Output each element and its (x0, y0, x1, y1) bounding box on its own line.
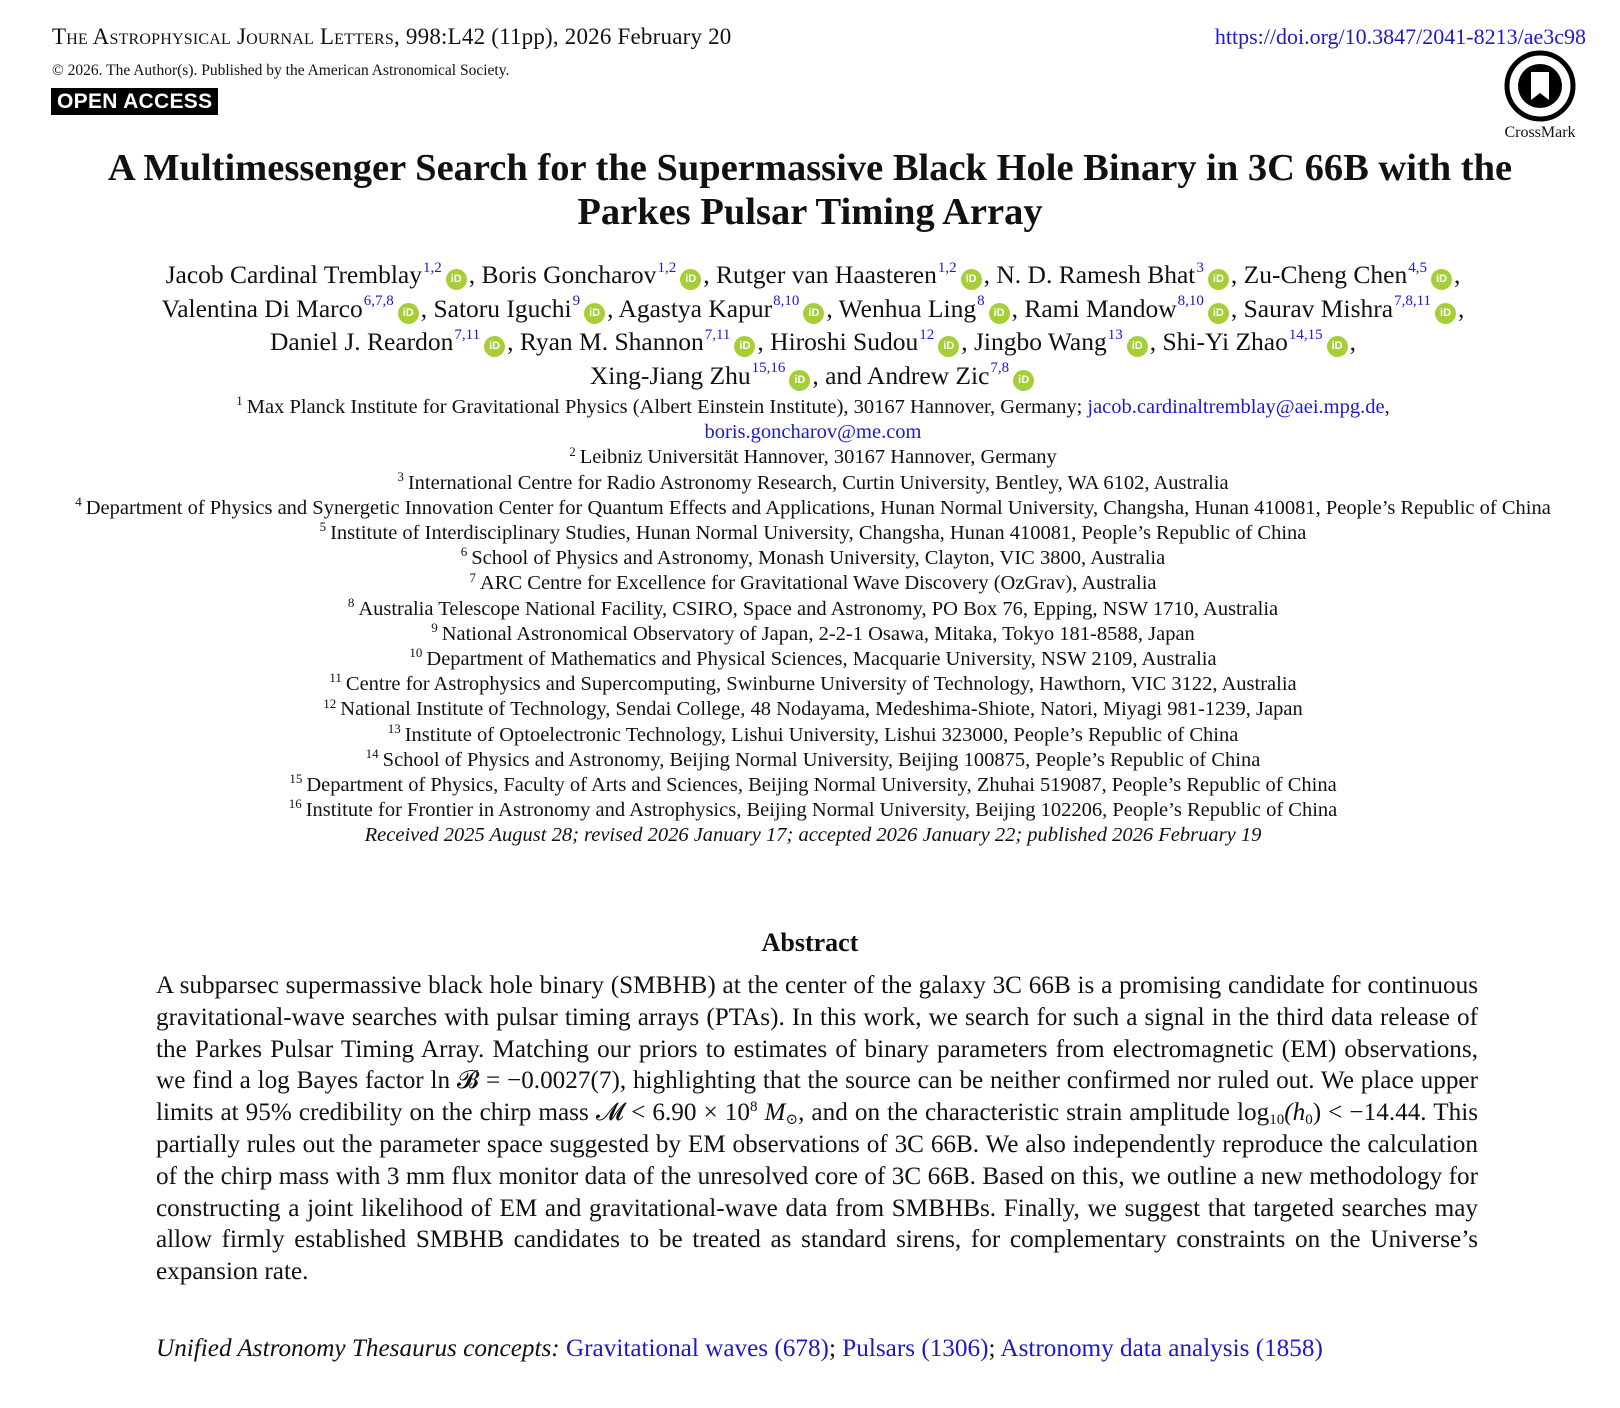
orcid-icon[interactable]: iD (1431, 269, 1452, 290)
orcid-icon[interactable]: iD (446, 269, 467, 290)
affiliation-number: 8 (347, 594, 355, 610)
title-line: Parkes Pulsar Timing Array (577, 191, 1043, 233)
orcid-icon[interactable]: iD (734, 336, 755, 357)
author (1163, 327, 1350, 356)
author-name: N. D. Ramesh Bhat (996, 260, 1196, 289)
author-name: Ryan M. Shannon (519, 327, 704, 356)
author (590, 361, 813, 390)
author-name: Agastya Kapur (618, 293, 773, 323)
author-separator: , (468, 260, 482, 289)
author-affiliation-ref[interactable]: 14,15 (1288, 326, 1323, 343)
affiliation (40, 594, 1586, 622)
affiliation-text: School of Physics and Astronomy, Monash University, Clayton, VIC 3800, Australia (471, 547, 1166, 570)
author (618, 294, 826, 323)
affiliation (40, 697, 1586, 722)
crossmark-badge[interactable] (1494, 50, 1586, 142)
orcid-icon[interactable]: iD (1208, 269, 1229, 290)
affiliation (40, 773, 1586, 798)
author-separator: , (983, 260, 997, 289)
orcid-icon[interactable]: iD (584, 303, 605, 324)
bayes-factor-expression: ln 𝓑 = −0.0027(7), (430, 1067, 627, 1095)
author-affiliation-ref[interactable]: 1,2 (937, 259, 957, 276)
author (166, 260, 469, 289)
author-separator: , (1349, 327, 1356, 356)
affiliation-text: International Centre for Radio Astronomy Research, Curtin University, Bentley, WA 6102, Australia (407, 471, 1229, 494)
author (974, 327, 1150, 356)
uat-concepts (156, 1333, 1478, 1365)
chirp-mass-expression: 𝓜 < $6.90 \times 10^8$ $M_⊙$ (595, 1099, 799, 1128)
author-separator: , (607, 293, 619, 323)
affiliation-number: 5 (319, 519, 327, 535)
strain-expression: $\log_{10}(h_0) < -14.44$. (1237, 1099, 1427, 1128)
abstract-text: , and on the characteristic strain amplitude (798, 1099, 1238, 1127)
author-separator: , (1230, 260, 1244, 289)
affiliation-text: School of Physics and Astronomy, Beijing Normal University, Beijing 100875, People’s Republic of China (382, 748, 1261, 771)
author-affiliation-ref[interactable]: 3 (1196, 259, 1204, 276)
author-separator: , (420, 293, 434, 323)
affiliation-text: National Astronomical Observatory of Japan, 2-2-1 Osawa, Mitaka, Tokyo 181-8588, Japan (441, 622, 1195, 645)
author-name: Boris Goncharov (481, 260, 657, 289)
author-list (40, 258, 1586, 392)
paper-title (40, 146, 1580, 234)
author-name: Satoru Iguchi (433, 293, 572, 323)
affiliation (40, 748, 1586, 773)
affiliation-text: National Institute of Technology, Sendai College, 48 Nodayama, Medeshima-Shiote, Natori, Miyagi 981-1239, Japan (340, 698, 1303, 721)
author-name: Xing-Jiang Zhu (589, 360, 751, 390)
affiliation-number: 4 (75, 494, 82, 510)
author-name: Saurav Mishra (1243, 293, 1394, 323)
affiliation-text: ARC Centre for Excellence for Gravitational Wave Discovery (OzGrav), Australia (480, 572, 1157, 595)
author-affiliation-ref[interactable]: 1,2 (657, 259, 677, 276)
author-separator: , (1011, 293, 1025, 323)
abstract-text: highlighting that the source can be neither confirmed nor ruled out. We place upper limits at 95% credibility on the chirp mass (156, 1067, 1478, 1127)
author-separator: , (507, 327, 520, 356)
author-name: Valentina Di Marco (161, 293, 363, 323)
orcid-icon[interactable]: iD (961, 269, 982, 290)
author (482, 260, 704, 289)
affiliation-number: 15 (289, 771, 303, 787)
affiliation-text: Department of Mathematics and Physical Sciences, Macquarie University, NSW 2109, Australia (426, 648, 1217, 671)
affiliation-text: Max Planck Institute for Gravitational Physics (Albert Einstein Institute), 30167 Hannover, Germany; (246, 396, 1088, 418)
affiliation-text: Leibniz Universität Hannover, 30167 Hannover, Germany (579, 446, 1057, 469)
affiliation (40, 647, 1586, 672)
orcid-icon[interactable]: iD (1127, 336, 1148, 357)
author (162, 294, 421, 323)
affiliation-text: Department of Physics, Faculty of Arts and Sciences, Beijing Normal University, Zhuhai 519087, People’s Republic of China (306, 774, 1337, 797)
author-separator: , (1230, 293, 1244, 323)
orcid-icon[interactable]: iD (680, 269, 701, 290)
orcid-icon[interactable]: iD (989, 303, 1010, 324)
orcid-icon[interactable]: iD (1208, 303, 1229, 324)
author-name: Andrew Zic (866, 360, 990, 390)
author-name: Wenhua Ling (838, 293, 977, 323)
orcid-icon[interactable]: iD (398, 303, 419, 324)
author-separator: , (757, 327, 771, 356)
affiliation (40, 468, 1586, 496)
author-name: Hiroshi Sudou (770, 327, 919, 356)
author-separator: , (1454, 260, 1461, 289)
author-separator: , (1149, 327, 1163, 356)
copyright-notice: © 2026. The Author(s). Published by the American Astronomical Society. (52, 62, 510, 79)
author-separator: , and (812, 360, 867, 390)
affiliation-number: 9 (431, 620, 438, 636)
affiliation-number: 16 (288, 796, 302, 812)
abstract-body (156, 970, 1478, 1288)
uat-concept-link[interactable]: Gravitational waves (678) (565, 1335, 829, 1362)
uat-label: Unified Astronomy Thesaurus concepts: (156, 1335, 560, 1362)
publication-dates: Received 2025 August 28; revised 2026 January 17; accepted 2026 January 22; published 2026 February 19 (364, 824, 1262, 847)
uat-separator: ; (828, 1335, 843, 1362)
orcid-icon[interactable]: iD (484, 336, 505, 357)
author-name: Rutger van Haasteren (715, 260, 937, 289)
affiliation-number: 13 (387, 720, 401, 736)
author-affiliation-ref[interactable]: 8,10 (1177, 293, 1204, 310)
crossmark-label: CrossMark (1504, 124, 1576, 141)
affiliation-text: Institute of Optoelectronic Technology, Lishui University, Lishui 323000, People’s Republic of China (404, 723, 1239, 746)
affiliation (40, 546, 1586, 571)
author-affiliation-ref[interactable]: 8,10 (773, 293, 800, 310)
author-affiliation-ref[interactable]: 12 (919, 326, 935, 343)
author-name: Jacob Cardinal Tremblay (165, 260, 422, 289)
email-link[interactable]: boris.goncharov@me.com (704, 421, 922, 444)
author-affiliation-ref[interactable]: 7,11 (704, 326, 731, 343)
orcid-icon[interactable]: iD (789, 370, 810, 391)
affiliation: $^1$ Max Planck Institute for Gravitational Physics (Albert Einstein Institute), 30167 Hannover, Germany; jacob.cardinaltremblay@aei.mpg.de, boris.goncharov@me.com (236, 393, 1390, 444)
author (270, 327, 507, 356)
doi-link[interactable]: https://doi.org/10.3847/2041-8213/ae3c98 (1214, 24, 1586, 49)
author (1024, 294, 1231, 323)
affiliation (40, 798, 1586, 823)
affiliations (40, 395, 1586, 849)
author-separator: , (1458, 293, 1465, 323)
title-line: A Multimessenger Search for the Supermassive Black Hole Binary in 3C 66B with the (107, 147, 1513, 189)
uat-concept-link[interactable]: Pulsars (1306) (842, 1335, 989, 1362)
author-separator: , (703, 260, 716, 289)
abstract-text: A subparsec supermassive black hole binary (SMBHB) at the center of the galaxy 3C 66B is a promising candidate for continuous gravitational-wave searches with pulsar timing arrays (PTAs). In this work, we search for such a signal in the third data release of the Parkes Pulsar Timing Array. Matching our priors to estimates of binary parameters from electromagnetic (EM) observations, we find a log Bayes factor (156, 972, 1478, 1095)
affiliation-number: 7 (469, 569, 476, 585)
orcid-icon[interactable]: iD (1013, 370, 1034, 391)
orcid-icon[interactable]: iD (1435, 303, 1456, 324)
affiliation-text: Centre for Astrophysics and Supercomputing, Swinburne University of Technology, Hawthorn, VIC 3122, Australia (345, 673, 1297, 696)
open-access-badge: OPEN ACCESS (51, 88, 218, 115)
author-affiliation-ref[interactable]: 13 (1107, 326, 1123, 343)
author (867, 361, 1036, 390)
author (1244, 294, 1458, 323)
orcid-icon[interactable]: iD (938, 336, 959, 357)
affiliation (40, 571, 1586, 596)
affiliation-text: Institute of Interdisciplinary Studies, Hunan Normal University, Changsha, Hunan 410081, People’s Republic of China (330, 522, 1307, 545)
author (520, 327, 758, 356)
author-name: Jingbo Wang (973, 327, 1107, 356)
author-affiliation-ref[interactable]: 4,5 (1408, 259, 1427, 276)
affiliation-number: 6 (460, 544, 468, 560)
orcid-icon[interactable]: iD (803, 303, 824, 324)
author-affiliation-ref[interactable]: 6,7,8 (363, 293, 394, 310)
affiliation (40, 496, 1586, 521)
uat-concept-link[interactable]: Astronomy data analysis (1858) (1000, 1335, 1323, 1362)
affiliation-text: Department of Physics and Synergetic Innovation Center for Quantum Effects and Applications, Hunan Normal University, Changsha, Hunan 410081, People’s Republic of China (85, 496, 1551, 519)
author-affiliation-ref[interactable]: 7,8,11 (1394, 293, 1432, 310)
affiliation-number: 3 (397, 468, 404, 484)
crossmark-icon (1504, 50, 1576, 122)
author-name: Shi-Yi Zhao (1162, 327, 1288, 356)
affiliation-number: 12 (323, 695, 337, 711)
author-name: Zu-Cheng Chen (1243, 260, 1408, 289)
affiliation-text: Institute for Frontier in Astronomy and Astrophysics, Beijing Normal University, Beijing 102206, People’s Republic of China (305, 799, 1338, 822)
affiliation (40, 720, 1586, 748)
affiliation (40, 445, 1586, 470)
author-separator: , (961, 327, 974, 356)
author (839, 294, 1012, 323)
affiliation-number: 14 (365, 746, 379, 762)
author-affiliation-ref[interactable]: 1,2 (423, 259, 442, 276)
author-affiliation-ref[interactable]: 9 (572, 293, 581, 310)
author-name: Rami Mandow (1024, 293, 1177, 323)
author (996, 260, 1231, 289)
journal-citation (52, 24, 732, 50)
author-affiliation-ref[interactable]: 15,16 (751, 360, 786, 377)
author (716, 260, 984, 289)
affiliation-number: 1 (236, 393, 243, 409)
affiliation-number: 10 (409, 645, 423, 661)
affiliation (40, 521, 1586, 546)
email-link[interactable]: jacob.cardinaltremblay@aei.mpg.de (1087, 396, 1385, 418)
author (1244, 260, 1454, 289)
affiliation (40, 622, 1586, 647)
author-affiliation-ref[interactable]: 7,11 (454, 326, 481, 343)
affiliation-number: 2 (569, 443, 576, 459)
affiliation-text: Australia Telescope National Facility, CSIRO, Space and Astronomy, PO Box 76, Epping, NSW 1710, Australia (358, 597, 1279, 620)
author-affiliation-ref[interactable]: 7,8 (990, 360, 1010, 377)
abstract-text: This partially rules out the parameter space suggested by EM observations of 3C 66B. We also independently reproduce the calculation of the chirp mass with 3 mm flux monitor data of the unresolved core of 3C 66B. Based on this, we outline a new methodology for constructing a joint likelihood of EM and gravitational-wave data from SMBHBs. Finally, we suggest that targeted searches may allow firmly established SMBHB candidates to be treated as standard sirens, for complementary constraints on the Universe’s expansion rate. (156, 1099, 1478, 1286)
author (770, 327, 961, 356)
author-affiliation-ref[interactable]: 8 (977, 293, 985, 310)
uat-separator: ; (988, 1335, 1001, 1362)
citation-details: , 998:L42 (11pp), 2026 February 20 (394, 24, 732, 49)
abstract-heading: Abstract (761, 928, 859, 957)
author-name: Daniel J. Reardon (269, 327, 454, 356)
journal-name: The Astrophysical Journal Letters (52, 24, 395, 49)
affiliation (40, 672, 1586, 697)
author-separator: , (826, 293, 839, 323)
orcid-icon[interactable]: iD (1327, 336, 1348, 357)
affiliation-number: 11 (329, 670, 342, 686)
author (433, 294, 607, 323)
